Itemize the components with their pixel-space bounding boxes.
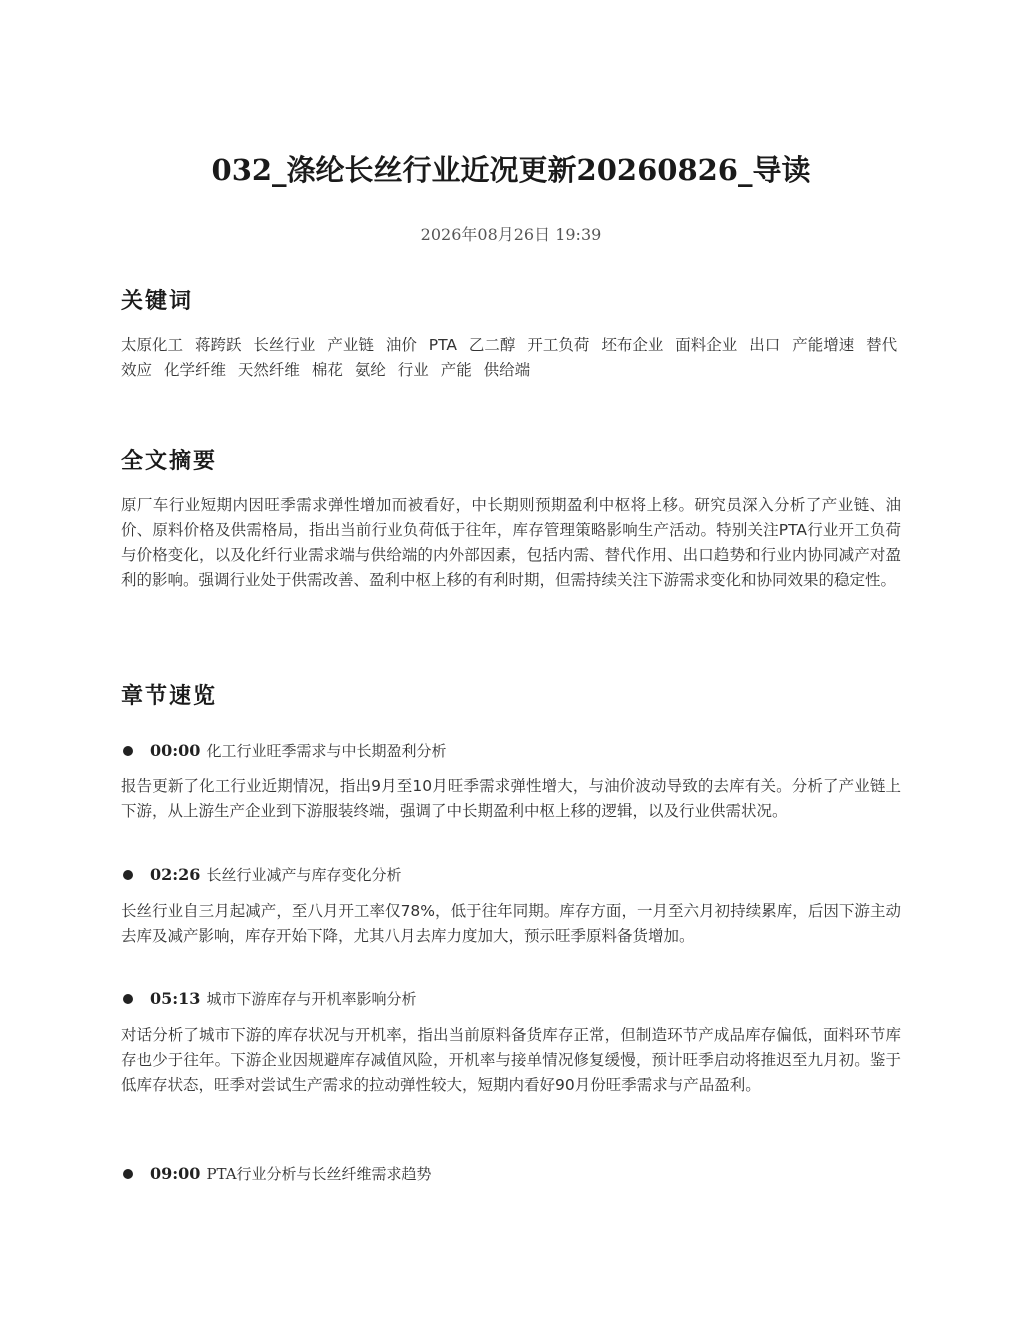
bullet-icon [123,870,133,880]
keyword-item: 行业 [397,361,429,379]
chapter-title: 化工行业旺季需求与中长期盈利分析 [206,742,447,760]
keyword-item: 出口 [749,336,781,354]
chapter-summary: 报告更新了化工行业近期情况，指出9月至10月旺季需求弹性增大，与油价波动导致的去库有关。分析了产业链上下游，从上游生产企业到下游服装终端，强调了中长期盈利中枢上移的逻辑，以及行业供需状况。 [121,777,901,820]
chapters-heading: 章节速览 [121,683,218,709]
chapter-heading [121,1160,901,1188]
keyword-item: 供给端 [483,361,531,379]
keyword-item: 长丝行业 [253,336,316,354]
keyword-item: 坯布企业 [601,336,664,354]
keyword-item: 油价 [385,336,417,354]
keyword-item: 替代效应 [121,336,898,379]
keyword-item: 化学纤维 [163,361,226,379]
keyword-item: 蒋跨跃 [194,336,242,354]
keyword-item: 产业链 [327,336,374,354]
chapter-summary: 长丝行业自三月起减产，至八月开工率仅78%，低于往年同期。库存方面，一月至六月初持续累库，后因下游主动去库及减产影响，库存开始下降，尤其八月去库力度加大，预示旺季原料备货增加。 [121,902,901,945]
keyword-item: 产能 [440,361,472,379]
summary-heading: 全文摘要 [121,448,218,474]
chapter-title: PTA行业分析与长丝纤维需求趋势 [206,1165,432,1183]
summary-paragraph: 原厂车行业短期内因旺季需求弹性增加而被看好，中长期则预期盈利中枢将上移。研究员深入分析了产业链、油价、原料价格及供需格局，指出当前行业负荷低于往年，库存管理策略影响生产活动。特别关注PTA行业开工负荷与价格变化，以及化纤行业需求端与供给端的内外部因素，包括内需、替代作用、出口趋势和行业内协同减产对盈利的影响。强调行业处于供需改善、盈利中枢上移的有利时期，但需持续关注下游需求变化和协同效果的稳定性。 [121,496,901,589]
chapter-heading [121,861,901,889]
keyword-item: 棉花 [311,361,343,379]
document-title: 032_涤纶长丝行业近况更新20260826_导读 [211,153,811,187]
chapter-timestamp[interactable]: 00:00 [150,741,201,760]
chapter-title: 长丝行业减产与库存变化分析 [206,866,402,884]
keyword-item: 开工负荷 [527,336,590,354]
keyword-item: 面料企业 [675,336,738,354]
chapter-timestamp[interactable]: 09:00 [150,1164,201,1183]
bullet-icon [123,994,133,1004]
keyword-item: 乙二醇 [468,336,516,354]
bullet-icon [123,746,133,756]
chapter-heading [121,737,901,765]
keyword-item: 天然纤维 [237,361,300,379]
keywords-heading: 关键词 [121,288,194,314]
chapter-title: 城市下游库存与开机率影响分析 [206,990,417,1008]
bullet-icon [123,1169,133,1179]
keyword-item: 太原化工 [121,336,184,354]
chapter-heading [121,985,901,1013]
chapter-timestamp[interactable]: 02:26 [150,865,201,884]
keyword-list [121,333,901,383]
chapter-summary: 对话分析了城市下游的库存状况与开机率，指出当前原料备货库存正常，但制造环节产成品库存偏低，面料环节库存也少于往年。下游企业因规避库存减值风险，开机率与接单情况修复缓慢，预计旺季启动将推迟至九月初。鉴于低库存状态，旺季对尝试生产需求的拉动弹性较大，短期内看好90月份旺季需求与产品盈利。 [121,1026,901,1094]
keyword-item: 产能增速 [792,336,855,354]
keyword-item: 氨纶 [354,361,386,379]
keyword-item: PTA [428,336,457,354]
document-date: 2026年08月26日 19:39 [420,225,602,244]
chapter-timestamp[interactable]: 05:13 [150,989,201,1008]
